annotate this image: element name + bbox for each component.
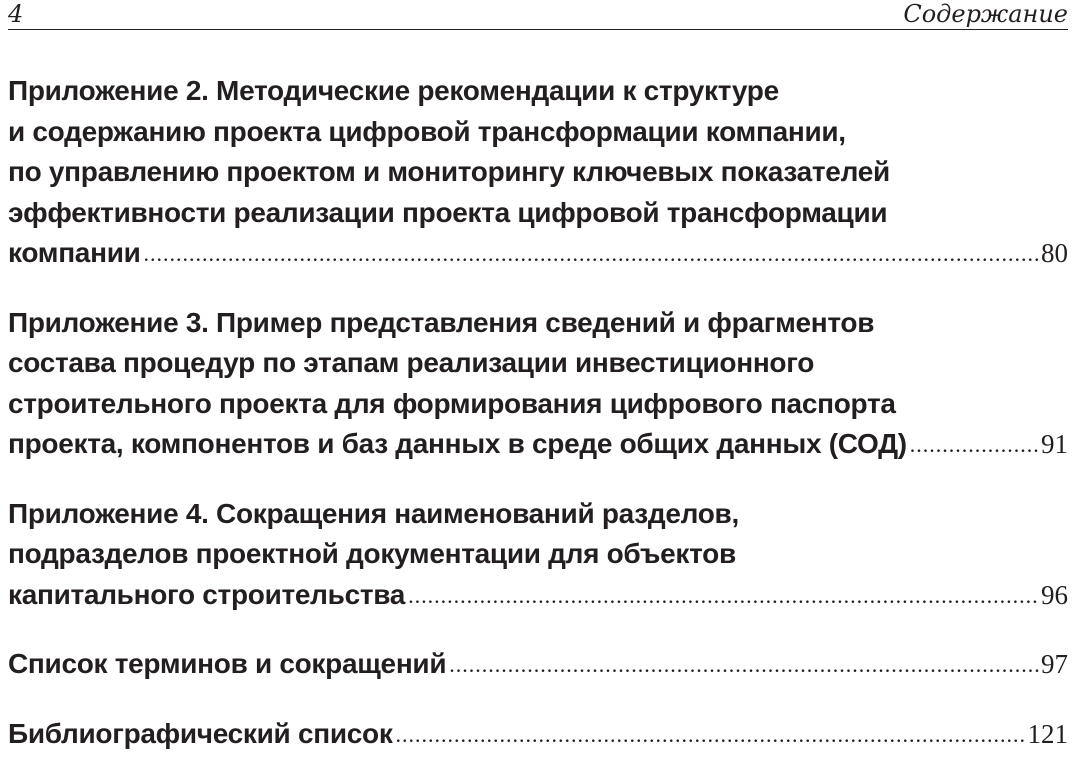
running-head (8, 0, 1068, 30)
toc-entry-appendix-3[interactable] (8, 303, 1068, 467)
dot-leader (449, 645, 1039, 686)
toc-entry-line: Приложение 4. Сокращения наименований разделов, (8, 497, 739, 529)
toc-entry-appendix-4[interactable] (8, 494, 1068, 618)
toc-entry-line: Приложение 3. Пример представления сведений и фрагментов (8, 306, 875, 338)
toc-entry-title-tail: капитального строительства (8, 578, 406, 610)
toc-entry-line: подразделов проектной документации для объектов (8, 538, 736, 569)
section-title: Содержание (903, 0, 1068, 28)
toc-page-number: 97 (1041, 649, 1068, 679)
toc-entry-line: состава процедур по этапам реализации инвестиционного (8, 347, 815, 378)
toc-entry-title-tail: компании (8, 237, 141, 268)
table-of-contents (8, 71, 1068, 756)
toc-entry-appendix-2[interactable] (8, 71, 1068, 276)
toc-entry-last-line (8, 644, 1068, 687)
toc-page-number: 80 (1041, 238, 1068, 268)
toc-page-number: 91 (1041, 429, 1068, 459)
toc-entry-line: по управлению проектом и мониторингу ключевых показателей (8, 156, 890, 187)
toc-entry-line: строительного проекта для формирования цифрового паспорта (8, 387, 896, 419)
toc-entry-terms[interactable] (8, 644, 1068, 687)
toc-entry-bibliography[interactable] (8, 714, 1068, 757)
toc-entry-last-line (8, 424, 1068, 467)
dot-leader (408, 576, 1039, 617)
dot-leader (910, 425, 1039, 466)
toc-page-number: 121 (1027, 718, 1068, 749)
toc-entry-line: эффективности реализации проекта цифровой трансформации (8, 196, 888, 228)
toc-entry-title-tail: Библиографический список (8, 717, 393, 749)
toc-entry-last-line (8, 575, 1068, 618)
dot-leader (144, 234, 1039, 275)
page-number: 4 (8, 0, 24, 28)
toc-entry-line: Приложение 2. Методические рекомендации к структуре (8, 75, 779, 106)
dot-leader (396, 715, 1026, 756)
toc-entry-title-tail: Список терминов и сокращений (8, 648, 447, 679)
toc-entry-last-line (8, 233, 1068, 276)
toc-entry-line: и содержанию проекта цифровой трансформации компании, (8, 115, 846, 147)
toc-entry-last-line (8, 714, 1068, 757)
toc-page-number: 96 (1041, 579, 1068, 610)
toc-entry-title-tail: проекта, компонентов и баз данных в среде общих данных (СОД) (8, 428, 907, 459)
